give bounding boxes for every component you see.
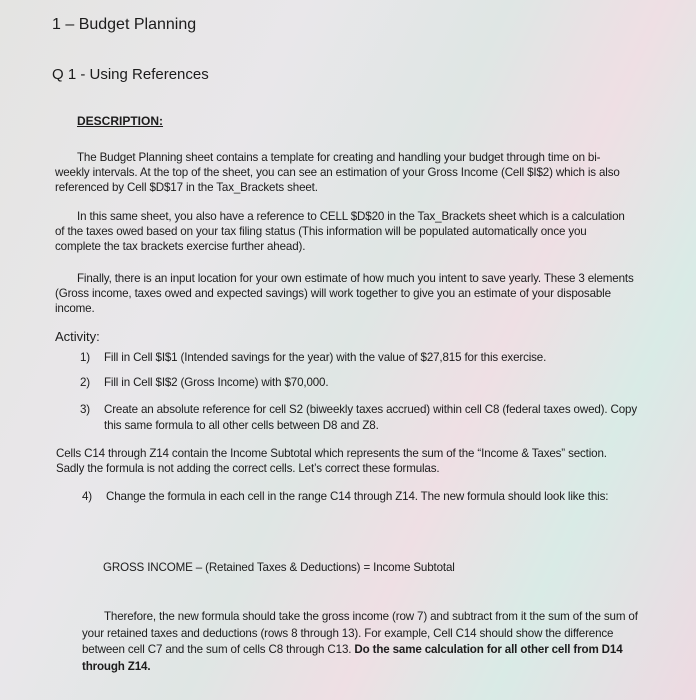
step-number: 2) [80,376,91,389]
description-paragraph-2: In this same sheet, you also have a reference to CELL $D$20 in the Tax_Brackets sheet which is a calculation of the taxes owed based on your tax filing status (This information will be populated automatically once you complete the tax brackets exercise further ahead). [55,210,625,254]
step-2 [80,375,640,391]
question-heading: Q 1 - Using References [52,66,209,83]
therefore-paragraph [82,609,642,675]
step-3 [80,402,640,434]
activity-heading: Activity: [55,329,100,344]
step-number: 3) [80,403,91,416]
step-number: 4) [82,490,93,503]
step-1 [80,350,640,366]
description-paragraph-1: The Budget Planning sheet contains a template for creating and handling your budget through time on bi-weekly intervals. At the top of the sheet, you can see an estimation of your Gross Income (Cell $I$2) which is also referenced by Cell $D$17 in the Tax_Brackets sheet. [55,151,620,195]
cells-paragraph: Cells C14 through Z14 contain the Income Subtotal which represents the sum of the “Income & Taxes” section. Sadly the formula is not adding the correct cells. Let’s correct these formulas. [56,447,607,476]
step-text: Create an absolute reference for cell S2 (biweekly taxes accrued) within cell C8 (federal taxes owed). Copy this same formula to all other cells between D8 and Z8. [104,403,637,432]
description-paragraph-3: Finally, there is an input location for your own estimate of how much you intent to save yearly. These 3 elements (Gross income, taxes owed and expected savings) will work together to give you an estimate of your disposable income. [55,272,634,316]
page-title: 1 – Budget Planning [52,16,197,33]
therefore-text: Therefore, the new formula should take the gross income (row 7) and subtract from it the sum of the sum of your retained taxes and deductions (rows 8 through 13). For example, Cell C14 should show the difference between cell C7 and the sum of cells C8 through C13. [82,610,638,656]
therefore-bold-text: Do the same calculation for all other cell from D14 through Z14. [82,643,623,673]
step-text: Fill in Cell $I$1 (Intended savings for the year) with the value of $27,815 for this exercise. [104,351,547,364]
step-text: Fill in Cell $I$2 (Gross Income) with $70,000. [104,376,329,389]
description-heading: DESCRIPTION: [77,114,164,128]
step-text: Change the formula in each cell in the range C14 through Z14. The new formula should look like this: [106,490,609,503]
step-4 [82,489,637,505]
formula-text: GROSS INCOME – (Retained Taxes & Deductions) = Income Subtotal [103,561,455,574]
step-number: 1) [80,351,91,364]
